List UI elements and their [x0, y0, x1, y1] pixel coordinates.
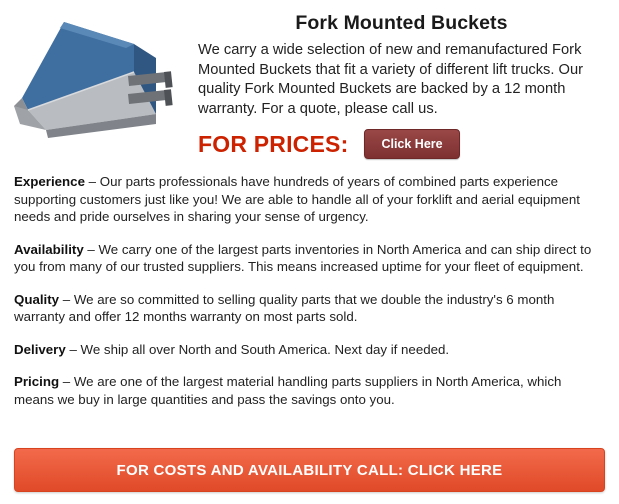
feature-text-pricing: – We are one of the largest material handling parts suppliers in North America, which means we buy in large quantities and pass the savings onto you.	[14, 374, 562, 407]
fork-mounted-bucket-image	[6, 14, 192, 142]
page-title: Fork Mounted Buckets	[295, 12, 508, 34]
feature-availability	[14, 241, 605, 276]
feature-quality	[14, 291, 605, 326]
intro-paragraph: We carry a wide selection of new and remanufactured Fork Mounted Buckets that fit a variety of different lift trucks. Our quality Fork Mounted Buckets are backed by a 12 month warranty. For a quote, please call us.	[198, 42, 584, 117]
features-section	[0, 159, 619, 408]
feature-text-quality: – We are so committed to selling quality parts that we double the industry's 6 month warranty and offer 12 months warranty on most parts sold.	[14, 291, 555, 324]
feature-label-experience: Experience	[14, 174, 85, 189]
header-text-block	[196, 8, 605, 159]
click-here-button[interactable]: Click Here	[364, 129, 459, 159]
for-prices-label: FOR PRICES:	[198, 130, 349, 157]
feature-label-pricing: Pricing	[14, 374, 60, 389]
feature-text-delivery: – We ship all over North and South America. Next day if needed.	[65, 341, 450, 357]
feature-label-availability: Availability	[14, 241, 84, 257]
header-section	[0, 0, 619, 159]
feature-label-quality: Quality	[14, 291, 60, 307]
feature-text-experience: – Our parts professionals have hundreds of years of combined parts experience supporting customers just like you! We are able to handle all of your forklift and aerial equipment needs and pride ourselves in sharing your sense of urgency.	[14, 174, 580, 224]
prices-row	[198, 129, 605, 159]
cta-banner-button[interactable]: FOR COSTS AND AVAILABILITY CALL: CLICK HERE	[14, 448, 605, 492]
feature-delivery	[14, 341, 605, 359]
feature-pricing	[14, 373, 605, 408]
feature-label-delivery: Delivery	[14, 341, 66, 357]
product-image	[6, 8, 196, 142]
feature-experience	[14, 173, 605, 226]
feature-text-availability: – We carry one of the largest parts inventories in North America and can ship direct to you from many of our trusted suppliers. This means increased uptime for your fleet of equipment.	[14, 241, 592, 274]
